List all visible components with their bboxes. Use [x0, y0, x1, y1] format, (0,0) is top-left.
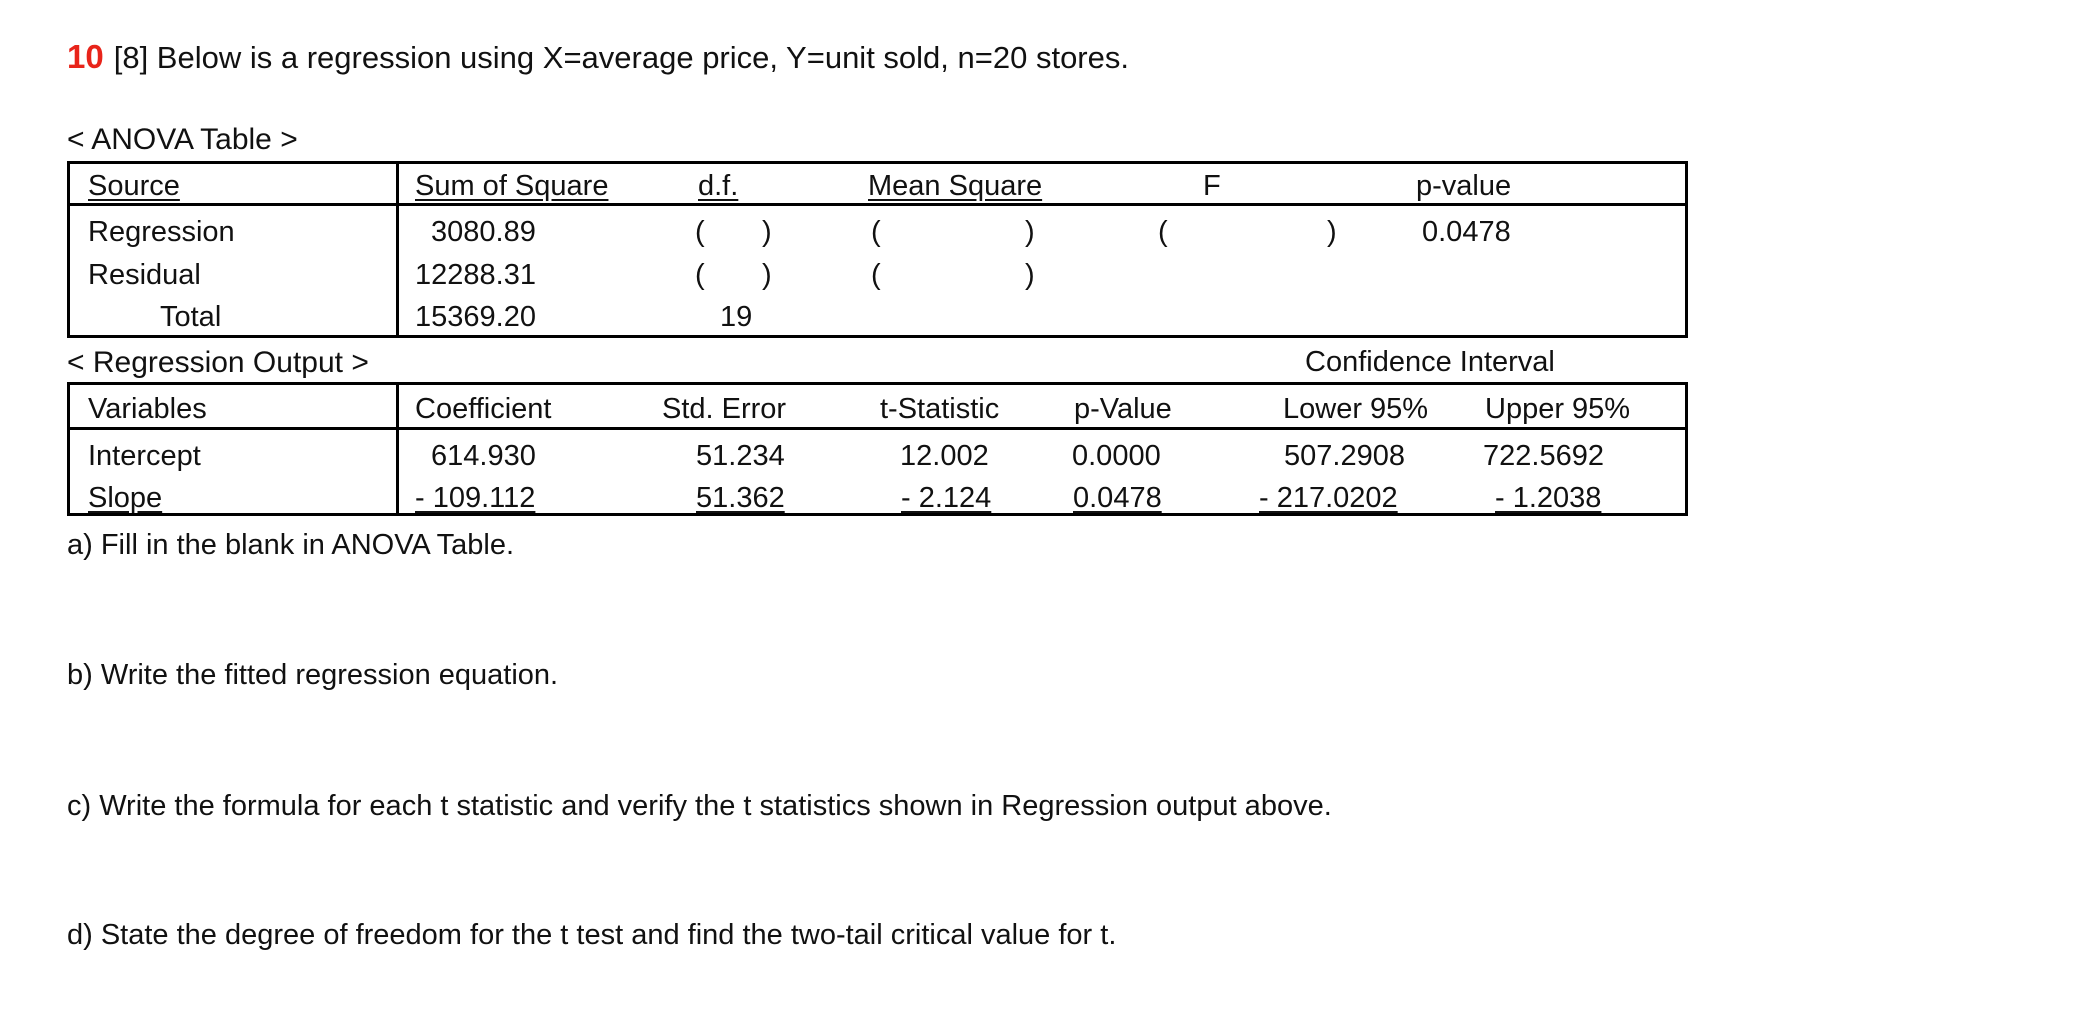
anova-header-source: Source	[88, 170, 180, 202]
anova-cell-ss: 12288.31	[415, 259, 536, 291]
regression-caption: < Regression Output >	[67, 346, 369, 379]
regression-cell-upper: - 1.2038	[1495, 482, 1602, 514]
regression-cell-variable: Intercept	[88, 440, 201, 472]
anova-blank-ms-open: (	[871, 216, 881, 248]
anova-blank-ms-close: )	[1025, 216, 1035, 248]
regression-cell-variable: Slope	[88, 482, 163, 514]
regression-table-border	[67, 382, 1688, 516]
regression-cell-lower: 507.2908	[1284, 440, 1405, 472]
anova-cell-source: Regression	[88, 216, 235, 248]
regression-header-variable: Variables	[88, 393, 207, 425]
problem-number: 10	[67, 38, 104, 75]
question-b: b) Write the fitted regression equation.	[67, 659, 559, 691]
anova-blank-ms-open: (	[871, 259, 881, 291]
anova-blank-f-open: (	[1158, 216, 1168, 248]
anova-header-ms: Mean Square	[868, 170, 1043, 202]
regression-cell-p: 0.0000	[1072, 440, 1161, 472]
regression-cell-lower: - 217.0202	[1259, 482, 1398, 514]
anova-blank-df-open: (	[695, 259, 705, 291]
regression-cell-se: 51.234	[696, 440, 785, 472]
anova-blank-df-close: )	[762, 259, 772, 291]
regression-header-p: p-Value	[1074, 393, 1172, 425]
regression-header-upper: Upper 95%	[1485, 393, 1631, 425]
anova-header-df: d.f.	[698, 170, 739, 202]
regression-cell-t: - 2.124	[901, 482, 992, 514]
regression-header-coef: Coefficient	[415, 393, 552, 425]
anova-header-f: F	[1203, 170, 1221, 202]
question-c: c) Write the formula for each t statistic and verify the t statistics shown in Regression output above.	[67, 790, 1332, 822]
anova-caption: < ANOVA Table >	[67, 123, 298, 156]
question-a: a) Fill in the blank in ANOVA Table.	[67, 529, 515, 561]
question-d: d) State the degree of freedom for the t test and find the two-tail critical value for t.	[67, 919, 1117, 951]
regression-cell-coef: - 109.112	[415, 482, 536, 514]
regression-cell-upper: 722.5692	[1483, 440, 1604, 472]
confidence-interval-caption: Confidence Interval	[1305, 346, 1555, 378]
anova-header-ss: Sum of Square	[415, 170, 609, 202]
anova-cell-source: Residual	[88, 259, 201, 291]
anova-cell-p: 0.0478	[1422, 216, 1511, 248]
anova-blank-f-close: )	[1327, 216, 1337, 248]
regression-column-divider	[396, 382, 399, 516]
anova-blank-ms-close: )	[1025, 259, 1035, 291]
regression-cell-t: 12.002	[900, 440, 989, 472]
regression-header-se: Std. Error	[662, 393, 787, 425]
problem-statement: [8] Below is a regression using X=average price, Y=unit sold, n=20 stores.	[113, 40, 1129, 75]
regression-header-lower: Lower 95%	[1283, 393, 1429, 425]
anova-header-divider	[67, 203, 1688, 206]
problem-heading	[67, 40, 1129, 73]
anova-header-p: p-value	[1416, 170, 1512, 202]
regression-cell-p: 0.0478	[1073, 482, 1162, 514]
anova-blank-df-open: (	[695, 216, 705, 248]
anova-blank-df-close: )	[762, 216, 772, 248]
regression-cell-se: 51.362	[696, 482, 785, 514]
anova-cell-ss: 15369.20	[415, 301, 536, 333]
anova-cell-source: Total	[160, 301, 222, 333]
regression-header-t: t-Statistic	[880, 393, 1000, 425]
regression-header-divider	[67, 427, 1688, 430]
regression-cell-coef: 614.930	[431, 440, 536, 472]
anova-column-divider	[396, 161, 399, 338]
anova-cell-ss: 3080.89	[431, 216, 536, 248]
anova-cell-df: 19	[720, 301, 753, 333]
